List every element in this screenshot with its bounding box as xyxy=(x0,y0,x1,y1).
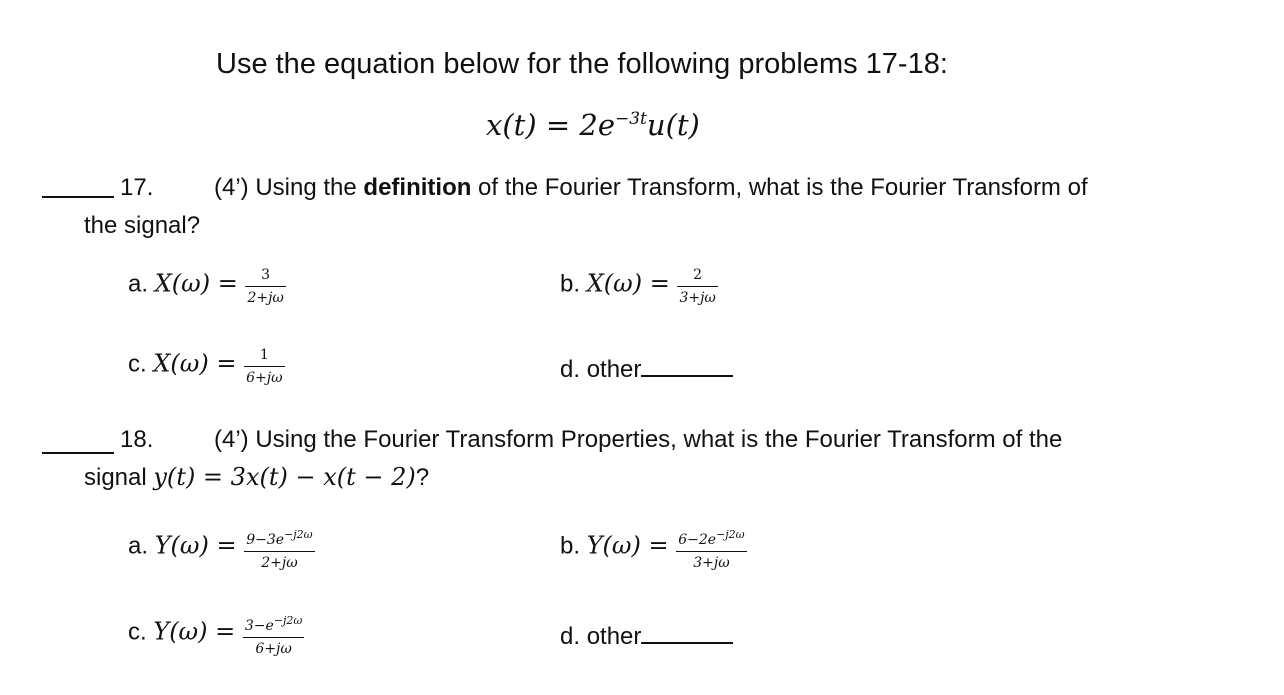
q17-continuation: the signal? xyxy=(84,212,201,239)
intro-text: Use the equation below for the following problems 17-18: xyxy=(216,48,948,80)
q17-answer-blank[interactable] xyxy=(42,196,114,198)
option-fraction xyxy=(245,267,285,307)
q18-points: (4’) xyxy=(214,426,249,453)
fraction-numerator: 1 xyxy=(259,347,269,363)
equation-rhs: u(t) xyxy=(646,108,700,142)
option-fraction xyxy=(676,526,746,572)
option-letter: b. xyxy=(560,532,581,560)
q18-continuation xyxy=(84,463,429,492)
option-lhs: Y(ω) = xyxy=(154,531,245,560)
option-fraction xyxy=(677,267,717,307)
q18-number: 18. xyxy=(120,426,154,453)
q17-option-d[interactable] xyxy=(560,355,733,384)
fraction-denominator: 2+jω xyxy=(244,551,314,572)
numerator-exponent: −j2ω xyxy=(273,614,303,627)
q17-option-b[interactable] xyxy=(560,265,718,305)
equation-lhs: x(t) = 2e xyxy=(486,108,615,142)
option-letter: c. xyxy=(128,618,147,646)
q17-option-c[interactable] xyxy=(128,345,285,385)
q17-option-a[interactable] xyxy=(128,265,286,305)
option-other-label: other xyxy=(586,623,642,650)
fraction-numerator xyxy=(676,526,746,551)
numerator-base: 9−3e xyxy=(246,532,285,548)
q17-text-before: Using the xyxy=(255,174,364,201)
option-fraction xyxy=(244,347,284,387)
option-lhs: X(ω) = xyxy=(153,349,245,378)
q18-continuation-suffix: ? xyxy=(415,464,430,491)
q17-number: 17. xyxy=(120,174,154,201)
numerator-base: 6−2e xyxy=(678,532,717,548)
option-other-label: other xyxy=(586,356,642,383)
option-fraction xyxy=(244,526,314,572)
q18-text: Using the Fourier Transform Properties, what is the Fourier Transform of the xyxy=(255,426,1063,453)
q17-prompt xyxy=(214,174,1088,202)
option-letter: d. xyxy=(560,623,581,650)
option-letter: c. xyxy=(128,350,147,378)
option-letter: d. xyxy=(560,356,581,383)
fraction-numerator xyxy=(244,526,314,551)
q17-bold-word: definition xyxy=(363,174,472,201)
option-lhs: Y(ω) = xyxy=(153,617,243,646)
option-lhs: Y(ω) = xyxy=(586,531,677,560)
fraction-denominator: 3+jω xyxy=(677,286,717,307)
option-letter: a. xyxy=(128,270,149,298)
other-answer-blank[interactable] xyxy=(641,622,733,644)
fraction-denominator: 3+jω xyxy=(676,551,746,572)
option-letter: b. xyxy=(560,270,581,298)
q18-option-c[interactable] xyxy=(128,610,304,656)
fraction-numerator: 3 xyxy=(261,267,271,283)
signal-equation xyxy=(486,108,700,142)
numerator-exponent: −j2ω xyxy=(716,528,745,541)
q17-text-after: of the Fourier Transform, what is the Fourier Transform of xyxy=(471,174,1088,201)
other-answer-blank[interactable] xyxy=(641,355,733,377)
fraction-numerator: 2 xyxy=(693,267,703,283)
q18-option-d[interactable] xyxy=(560,622,733,651)
q18-option-b[interactable] xyxy=(560,524,747,570)
option-lhs: X(ω) = xyxy=(586,269,678,298)
q18-continuation-math: y(t) = 3x(t) − x(t − 2) xyxy=(153,463,416,491)
fraction-denominator: 6+jω xyxy=(243,637,305,658)
option-fraction xyxy=(243,612,305,658)
q18-answer-blank[interactable] xyxy=(42,452,114,454)
option-letter: a. xyxy=(128,532,149,560)
numerator-exponent: −j2ω xyxy=(284,528,313,541)
q18-continuation-prefix: signal xyxy=(84,464,154,491)
q18-option-a[interactable] xyxy=(128,524,315,570)
numerator-base: 3−e xyxy=(244,618,274,634)
equation-exponent: −3t xyxy=(615,109,647,129)
fraction-denominator: 6+jω xyxy=(244,366,284,387)
fraction-numerator xyxy=(243,612,305,637)
q17-points: (4’) xyxy=(214,174,249,201)
fraction-denominator: 2+jω xyxy=(245,286,285,307)
q18-prompt xyxy=(214,426,1062,454)
option-lhs: X(ω) = xyxy=(154,269,246,298)
